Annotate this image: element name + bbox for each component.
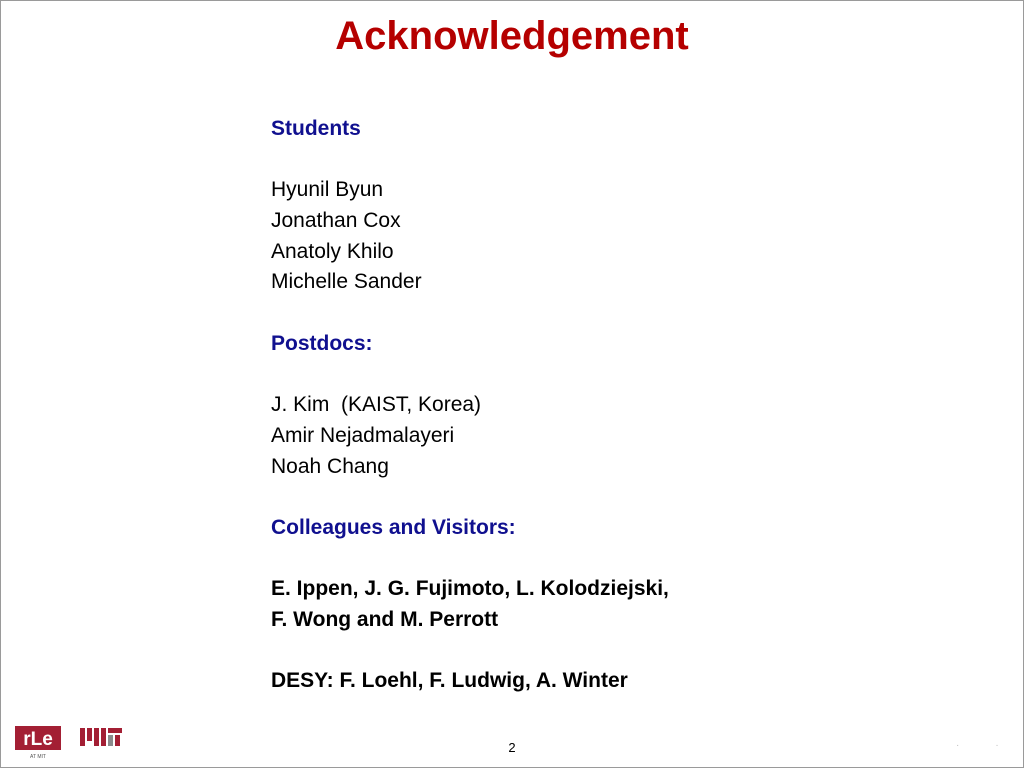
colleagues-heading: Colleagues and Visitors: (271, 515, 516, 539)
spacer (271, 544, 891, 575)
colleagues-line: E. Ippen, J. G. Fujimoto, L. Kolodziejski, (271, 577, 669, 601)
rle-logo-text: rLe (23, 729, 53, 750)
postdoc-name: Noah Chang (271, 454, 389, 478)
rle-logo-subtext: AT MIT (30, 754, 46, 760)
student-name: Michelle Sander (271, 270, 422, 294)
colleagues-line: F. Wong and M. Perrott (271, 608, 499, 631)
acknowledgement-content (271, 114, 891, 697)
postdoc-name: Amir Nejadmalayeri (271, 423, 455, 447)
student-name: Anatoly Khilo (271, 239, 394, 263)
mit-logo (80, 726, 122, 748)
rle-logo (15, 724, 61, 760)
spacer (271, 360, 891, 391)
page-number: 2 (508, 740, 516, 755)
student-name: Hyunil Byun (271, 178, 384, 202)
desy-line: DESY: F. Loehl, F. Ludwig, A. Winter (271, 669, 628, 693)
student-name: Jonathan Cox (271, 209, 401, 233)
students-heading: Students (271, 117, 361, 140)
spacer (271, 298, 891, 329)
spacer (271, 482, 891, 513)
postdocs-heading: Postdocs: (271, 331, 373, 355)
postdoc-name: J. Kim (KAIST, Korea) (271, 393, 482, 417)
slide-title: Acknowledgement (335, 14, 689, 58)
spacer (271, 145, 891, 176)
mit-logo-text: MIT (80, 747, 82, 748)
spacer (271, 636, 891, 667)
corner-dots: ·· (956, 740, 1035, 751)
